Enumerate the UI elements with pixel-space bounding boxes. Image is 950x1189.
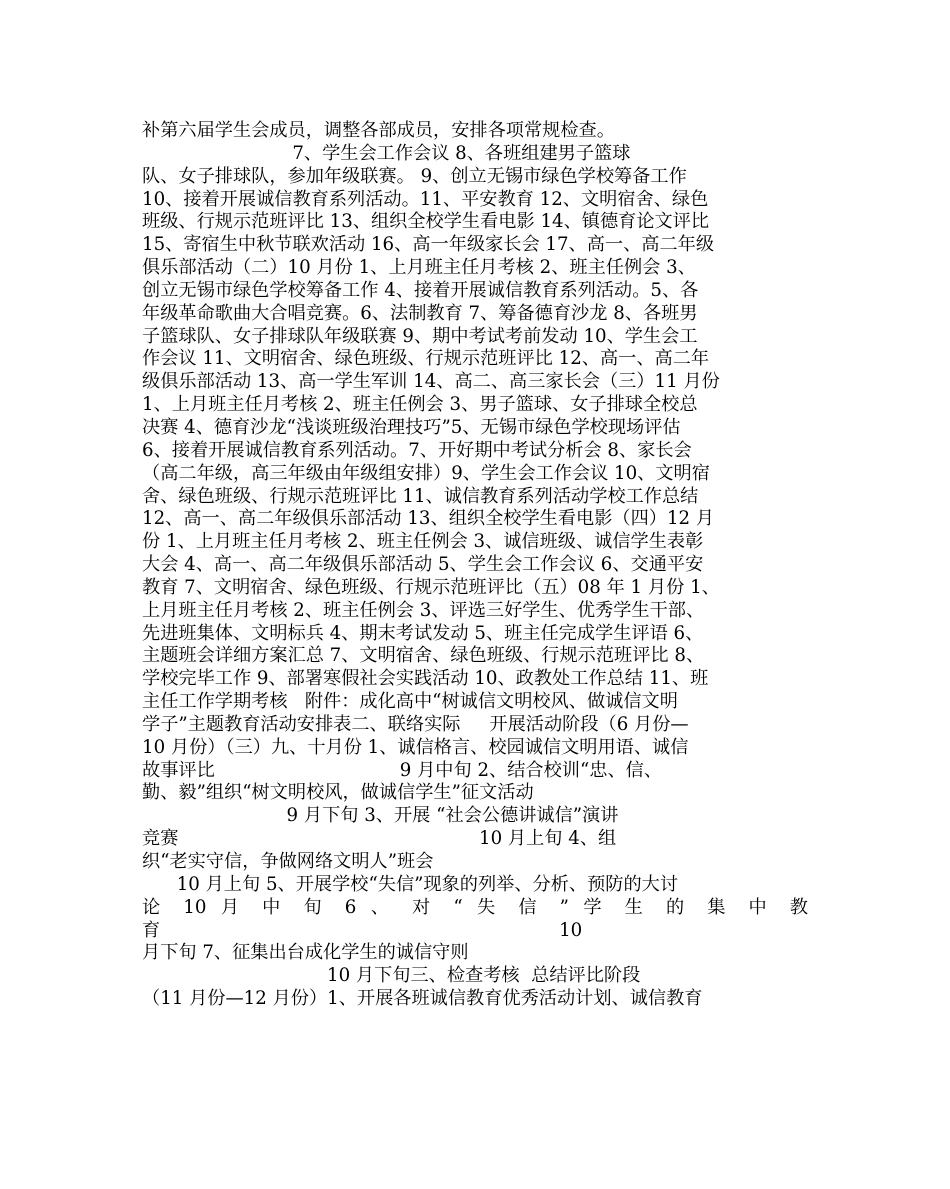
text-line: 创立无锡市绿色学校筹备工作 4、接着开展诚信教育系列活动。5、各 [142,279,699,301]
text-line: 10 月下旬三、检查考核 总结评比阶段 [142,965,641,987]
text-line: 月下旬 7、征集出台成化学生的诚信守则 [142,942,469,964]
text-line: 俱乐部活动（二）10 月份 1、上月班主任月考核 2、班主任例会 3、 [142,257,696,279]
text-line: 15、寄宿生中秋节联欢活动 16、高一年级家长会 17、高一、高二年级 [142,234,715,256]
text-line: 舍、绿色班级、行规示范班评比 11、诚信教育系列活动学校工作总结 [142,485,699,507]
text-line: 6、接着开展诚信教育系列活动。7、开好期中考试分析会 8、家长会 [142,439,692,461]
text-line: 学子”主题教育活动安排表二、联络实际 开展活动阶段（6 月份— [142,713,689,735]
text-line: 论 10 月 中 旬 6 、 对 “ 失 信 ” 学 生 的 集 中 教 [142,896,808,918]
text-line: 级俱乐部活动 13、高一学生军训 14、高二、高三家长会（三）11 月份 [142,371,720,393]
text-line: 上月班主任月考核 2、班主任例会 3、评选三好学生、优秀学生干部、 [142,599,705,621]
text-line: 9 月下旬 3、开展 “社会公德讲诚信”演讲 [142,805,619,827]
text-line: 10 月上旬 5、开展学校“失信”现象的列举、分析、预防的大讨 [142,873,679,895]
text-line: 份 1、上月班主任月考核 2、班主任例会 3、诚信班级、诚信学生表彰 [142,531,704,553]
text-line: 故事评比 9 月中旬 2、结合校训“忠、信、 [142,759,663,781]
document-page [142,120,808,1011]
text-line: （11 月份—12 月份）1、开展各班诚信教育优秀活动计划、诚信教育 [142,988,703,1010]
text-line: 1、上月班主任月考核 2、班主任例会 3、男子篮球、女子排球全校总 [142,394,698,416]
text-line: 先进班集体、文明标兵 4、期末考试发动 5、班主任完成学生评语 6、 [142,622,704,644]
text-line: 10、接着开展诚信教育系列活动。11、平安教育 12、文明宿舍、绿色 [142,188,709,210]
text-line: 7、学生会工作会议 8、各班组建男子篮球 [142,142,631,164]
text-line: 补第六届学生会成员，调整各部成员，安排各项常规检查。 [142,120,615,141]
text-line: 12、高一、高二年级俱乐部活动 13、组织全校学生看电影（四）12 月 [142,508,715,530]
text-line: 子篮球队、女子排球队年级联赛 9、期中考试考前发动 10、学生会工 [142,325,698,347]
text-line: 教育 7、文明宿舍、绿色班级、行规示范班评比（五）08 年 1 月份 1、 [142,576,720,598]
text-line: 决赛 4、德育沙龙“浅谈班级治理技巧”5、无锡市绿色学校现场评估 [142,416,681,438]
text-line: 班级、行规示范班评比 13、组织全校学生看电影 14、镇德育论文评比 [142,211,710,233]
text-line: 学校完毕工作 9、部署寒假社会实践活动 10、政教处工作总结 11、班 [142,668,709,690]
text-line: 10 月份）（三）九、十月份 1、诚信格言、校园诚信文明用语、诚信 [142,736,689,758]
text-line: 主题班会详细方案汇总 7、文明宿舍、绿色班级、行规示范班评比 8、 [142,645,705,667]
text-line: （高二年级，高三年级由年级组安排）9、学生会工作会议 10、文明宿 [142,462,710,484]
text-line: 织“老实守信，争做网络文明人”班会 [142,851,434,872]
text-line: 年级革命歌曲大合唱竞赛。6、法制教育 7、筹备德育沙龙 8、各班男 [142,302,698,324]
text-line: 队、女子排球队，参加年级联赛。 9、创立无锡市绿色学校筹备工作 [142,165,687,187]
text-line: 大会 4、高一、高二年级俱乐部活动 5、学生会工作会议 6、交通平安 [142,554,704,576]
text-line: 竞赛 10 月上旬 4、组 [142,828,617,850]
text-line: 主任工作学期考核 附件：成化高中“树诚信文明校风、做诚信文明 [142,691,678,713]
text-line: 育 10 [142,919,583,941]
text-line: 作会议 11、文明宿舍、绿色班级、行规示范班评比 12、高一、高二年 [142,348,710,370]
text-line: 勤、毅”组织“树文明校风，做诚信学生”征文活动 [142,782,534,804]
